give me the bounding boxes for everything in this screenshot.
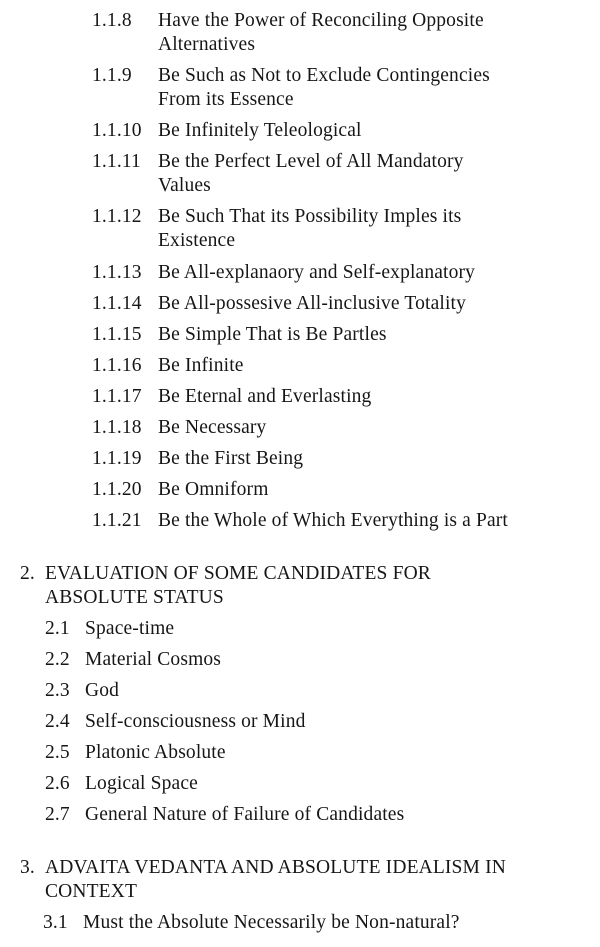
toc-entry-title: Be the Whole of Which Everything is a Part — [158, 510, 508, 531]
toc-entry-number: 1.1.21 — [92, 510, 142, 531]
section-number: 2.3 — [45, 680, 70, 701]
toc-entry-title: Be Infinitely Teleological — [158, 120, 362, 141]
toc-entry-number: 1.1.14 — [92, 293, 142, 314]
toc-entry-title-cont: Existence — [158, 230, 236, 251]
section-title: Platonic Absolute — [85, 742, 226, 763]
toc-entry-title: Be Eternal and Everlasting — [158, 386, 372, 407]
section-number: 2.7 — [45, 804, 70, 825]
section-title: Self-consciousness or Mind — [85, 711, 306, 732]
toc-entry-number: 1.1.19 — [92, 448, 142, 469]
toc-entry-number: 1.1.8 — [92, 10, 132, 31]
chapter-number: 3. — [20, 857, 35, 878]
section-number: 2.4 — [45, 711, 70, 732]
toc-entry-number: 1.1.17 — [92, 386, 142, 407]
toc-entry-title-cont: Alternatives — [158, 34, 256, 55]
toc-entry-number: 1.1.12 — [92, 206, 142, 227]
toc-entry-title: Be Necessary — [158, 417, 267, 438]
toc-entry-title-cont: Values — [158, 175, 211, 196]
section-number: 2.1 — [45, 618, 70, 639]
section-number: 2.5 — [45, 742, 70, 763]
toc-entry-number: 1.1.10 — [92, 120, 142, 141]
chapter-title-cont: ABSOLUTE STATUS — [45, 587, 224, 608]
toc-entry-title: Be the First Being — [158, 448, 304, 469]
toc-entry-title: Have the Power of Reconciling Opposite — [158, 10, 484, 31]
section-number: 2.2 — [45, 649, 70, 670]
chapter-title: ADVAITA VEDANTA AND ABSOLUTE IDEALISM IN — [45, 857, 506, 878]
section-number: 3.1 — [43, 912, 68, 933]
toc-entry-title-cont: From its Essence — [158, 89, 294, 110]
toc-entry-number: 1.1.11 — [92, 151, 141, 172]
toc-entry-number: 1.1.15 — [92, 324, 142, 345]
toc-entry-number: 1.1.9 — [92, 65, 132, 86]
toc-entry-number: 1.1.16 — [92, 355, 142, 376]
section-title: Material Cosmos — [85, 649, 222, 670]
toc-entry-title: Be All-explanaory and Self-explanatory — [158, 262, 476, 283]
section-title: General Nature of Failure of Candidates — [85, 804, 405, 825]
toc-entry-number: 1.1.20 — [92, 479, 142, 500]
section-title: Logical Space — [85, 773, 198, 794]
toc-entry-title: Be Omniform — [158, 479, 269, 500]
toc-entry-title: Be Infinite — [158, 355, 244, 376]
toc-entry-number: 1.1.18 — [92, 417, 142, 438]
section-title: Space-time — [85, 618, 175, 639]
toc-entry-title: Be Such as Not to Exclude Contingencies — [158, 65, 490, 86]
chapter-number: 2. — [20, 563, 35, 584]
toc-entry-title: Be Simple That is Be Partles — [158, 324, 387, 345]
section-number: 2.6 — [45, 773, 70, 794]
section-title: Must the Absolute Necessarily be Non-natural? — [83, 912, 460, 933]
chapter-title: EVALUATION OF SOME CANDIDATES FOR — [45, 563, 431, 584]
section-title: God — [85, 680, 120, 701]
chapter-title-cont: CONTEXT — [45, 881, 138, 902]
toc-entry-title: Be All-possesive All-inclusive Totality — [158, 293, 466, 314]
toc-entry-title: Be the Perfect Level of All Mandatory — [158, 151, 464, 172]
toc-entry-number: 1.1.13 — [92, 262, 142, 283]
toc-entry-title: Be Such That its Possibility Imples its — [158, 206, 462, 227]
